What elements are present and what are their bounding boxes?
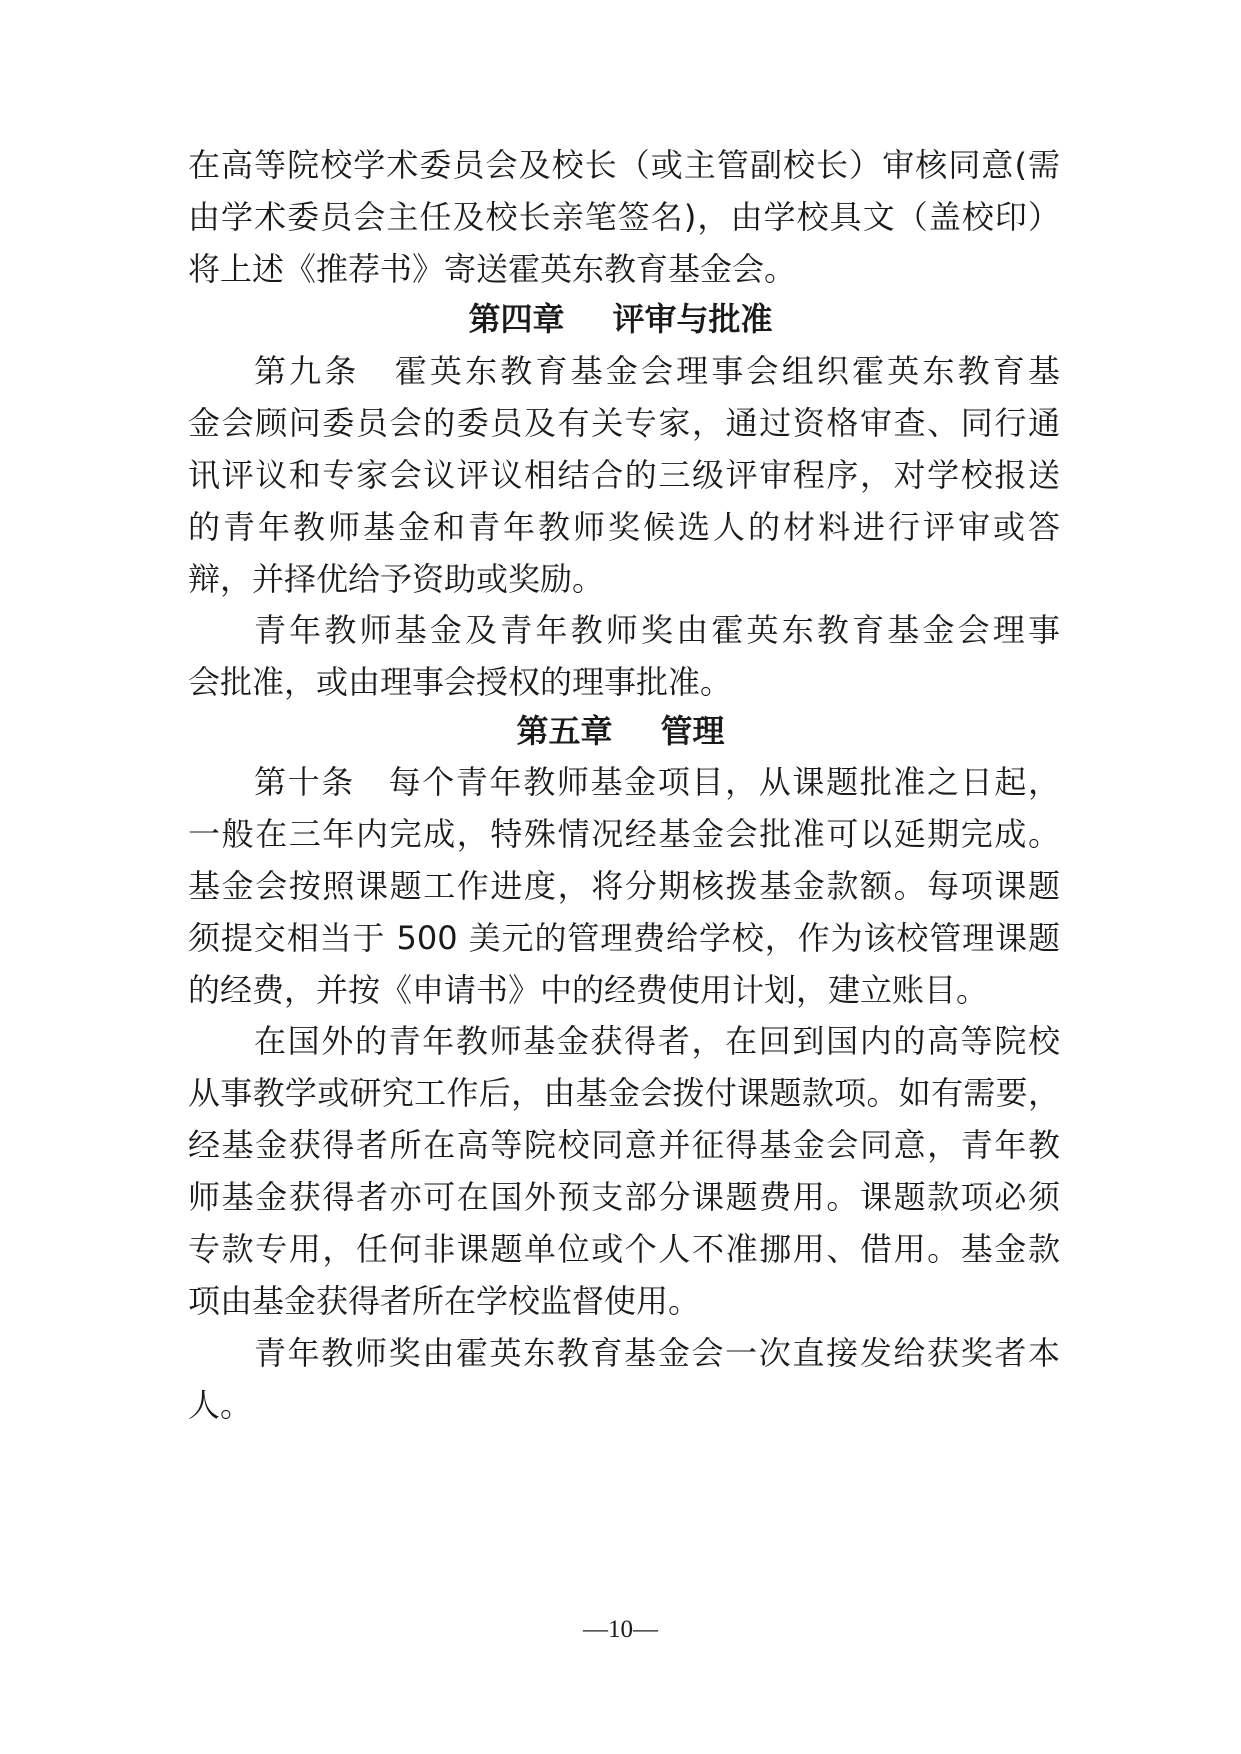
text-line: 师基金获得者亦可在国外预支部分课题费用。课题款项必须 [188,1178,1060,1216]
page-number: —10— [583,1616,658,1643]
text-line: 从事教学或研究工作后，由基金会拨付课题款项。如有需要， [188,1074,1060,1112]
text-line: 人。 [188,1386,253,1424]
text-line: 由学术委员会主任及校长亲笔签名)，由学校具文（盖校印） [188,198,1060,236]
text-line: 项由基金获得者所在学校监督使用。 [188,1282,701,1320]
text-line: 第十条 每个青年教师基金项目，从课题批准之日起， [254,763,1060,801]
text-line: 青年教师基金及青年教师奖由霍英东教育基金会理事 [254,611,1060,649]
text-line: 在国外的青年教师基金获得者，在回到国内的高等院校 [254,1022,1060,1060]
text-line: 一般在三年内完成，特殊情况经基金会批准可以延期完成。 [188,815,1060,853]
text-line: 的经费，并按《申请书》中的经费使用计划，建立账目。 [188,971,989,1009]
text-line: 的青年教师基金和青年教师奖候选人的材料进行评审或答 [188,508,1060,546]
chapter-title: 管理 [660,712,725,750]
text-line: 会批准，或由理事会授权的理事批准。 [188,663,733,701]
text-line: 辩，并择优给予资助或奖励。 [188,560,605,598]
chapter-heading-5 [0,708,1241,754]
chapter-number: 第五章 [516,712,613,750]
text-line: 金会顾问委员会的委员及有关专家，通过资格审查、同行通 [188,404,1060,442]
text-line: 将上述《推荐书》寄送霍英东教育基金会。 [188,250,797,288]
text-line: 第九条 霍英东教育基金会理事会组织霍英东教育基 [254,352,1060,390]
text-line: 在高等院校学术委员会及校长（或主管副校长）审核同意(需 [188,146,1060,184]
text-line: 专款专用，任何非课题单位或个人不准挪用、借用。基金款 [188,1230,1060,1268]
text-line: 须提交相当于 500 美元的管理费给学校，作为该校管理课题 [188,919,1060,957]
text-line: 经基金获得者所在高等院校同意并征得基金会同意，青年教 [188,1126,1060,1164]
text-line: 青年教师奖由霍英东教育基金会一次直接发给获奖者本 [254,1334,1060,1372]
text-line: 讯评议和专家会议评议相结合的三级评审程序，对学校报送 [188,456,1060,494]
chapter-number: 第四章 [468,300,565,338]
chapter-heading-4 [0,296,1241,342]
chapter-title: 评审与批准 [612,300,773,338]
text-line: 基金会按照课题工作进度，将分期核拨基金款额。每项课题 [188,867,1060,905]
